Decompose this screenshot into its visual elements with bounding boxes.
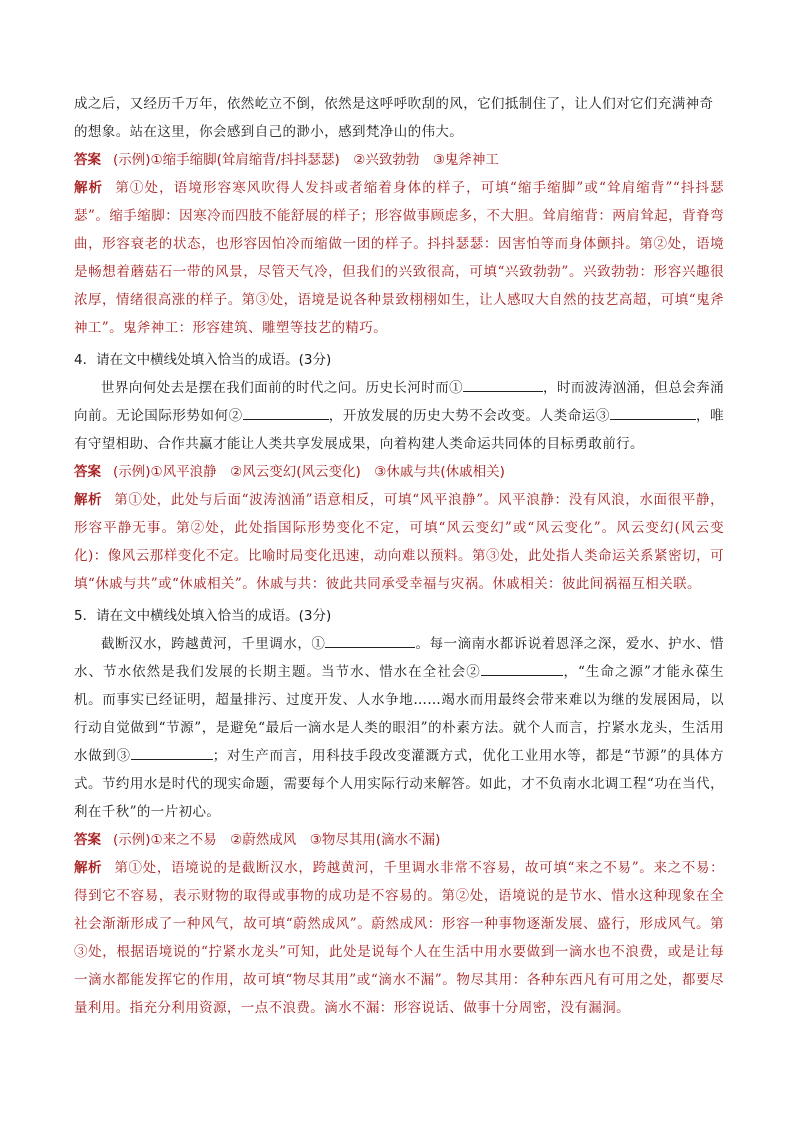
q5-passage-part1: 截断汉水，跨越黄河，千里调水，① bbox=[101, 636, 326, 652]
q3-tail-line1: 成之后，又经历千万年，依然屹立不倒，依然是这呼呼吹刮的风，它们抵制住了，让人们对它们充满神奇 bbox=[74, 96, 714, 112]
q3-answer-label: 答案 bbox=[74, 152, 101, 168]
q3-answer-text: (示例)①缩手缩脚(耸肩缩背/抖抖瑟瑟) ②兴致勃勃 ③鬼斧神工 bbox=[113, 152, 499, 168]
q5-answer bbox=[74, 826, 724, 854]
q4-answer bbox=[74, 458, 724, 486]
q3-tail-line2: 的想象。站在这里，你会感到自己的渺小，感到梵净山的伟大。 bbox=[74, 124, 464, 140]
q4-blank-2[interactable] bbox=[243, 403, 329, 420]
q4-analysis-label: 解析 bbox=[74, 492, 103, 508]
q4-passage-part3: ，开放发展的历史大势不会改变。人类命运③ bbox=[328, 408, 610, 424]
q5-answer-label: 答案 bbox=[74, 832, 101, 848]
q5-passage bbox=[74, 630, 724, 826]
q4-passage-part4: ，唯有守望相助、合作共赢才能让人类共享发展成果，向着构建人类命运共同体的目标勇敢前行。 bbox=[74, 408, 724, 452]
q4-analysis-text: 第①处，此处与后面“波涛汹涌”语意相反，可填“风平浪静”。风平浪静：没有风浪，水面很平静，形容平静无事。第②处，此处指国际形势变化不定，可填“风云变幻”或“风云变化”。风云变幻(风云变化)：像风云那样变化不定。比喻时局变化迅速，动向难以预料。第③处，此处指人类命运关系紧密切，可填“休戚与共”或“休戚相关”。休戚与共：彼此共同承受幸福与灾祸。休戚相关：彼此间祸福互相关联。 bbox=[74, 492, 724, 592]
q5-blank-1[interactable] bbox=[325, 631, 415, 648]
q4-answer-label: 答案 bbox=[74, 464, 101, 480]
q3-analysis-text: 第①处，语境形容寒风吹得人发抖或者缩着身体的样子，可填“缩手缩脚”或“耸肩缩背”“抖抖瑟瑟”。缩手缩脚：因寒冷而四肢不能舒展的样子；形容做事顾虑多，不大胆。耸肩缩背：两肩耸起，背脊弯曲，形容衰老的状态，也形容因怕冷而缩做一团的样子。抖抖瑟瑟：因害怕等而身体颤抖。第②处，语境是畅想着蘑菇石一带的风景，尽管天气冷，但我们的兴致很高，可填“兴致勃勃”。兴致勃勃：形容兴趣很浓厚，情绪很高涨的样子。第③处，语境是说各种景致栩栩如生，让人感叹大自然的技艺高超，可填“鬼斧神工”。鬼斧神工：形容建筑、雕塑等技艺的精巧。 bbox=[74, 180, 724, 336]
q4-analysis bbox=[74, 486, 724, 598]
q4-answer-text: (示例)①风平浪静 ②风云变幻(风云变化) ③休戚与共(休戚相关) bbox=[113, 464, 505, 480]
q3-passage-tail bbox=[74, 90, 724, 146]
q3-analysis-label: 解析 bbox=[74, 180, 104, 196]
q4-blank-3[interactable] bbox=[610, 403, 696, 420]
q4-passage bbox=[74, 374, 724, 458]
q5-analysis-text: 第①处，语境说的是截断汉水，跨越黄河，千里调水非常不容易，故可填“来之不易”。来之不易：得到它不容易，表示财物的取得或事物的成功是不容易的。第②处，语境说的是节水、惜水这种现象在全社会渐渐形成了一种风气，故可填“蔚然成风”。蔚然成风：形容一种事物逐渐发展、盛行，形成风气。第③处，根据语境说的“拧紧水龙头”可知，此处是说每个人在生活中用水要做到一滴水也不浪费，或是让每一滴水都能发挥它的作用，故可填“物尽其用”或“滴水不漏”。物尽其用：各种东西凡有可用之处，都要尽量利用。指充分利用资源，一点不浪费。滴水不漏：形容说话、做事十分周密，没有漏洞。 bbox=[74, 860, 724, 1016]
q5-passage-part4: ；对生产而言，用科技手段改变灌溉方式，优化工业用水等，都是“节源”的具体方式。节约用水是时代的现实命题，需要每个人用实际行动来解答。如此，才不负南水北调工程“功在当代，利在千秋”的一片初心。 bbox=[74, 748, 724, 820]
q5-passage-part2: 。每一滴南水都诉说着恩泽之深，爱水、护水、惜水、节水依然是我们发展的长期主题。当节水、惜水在全社会② bbox=[74, 636, 724, 680]
q5-analysis-label: 解析 bbox=[74, 860, 103, 876]
q5-question: 5．请在文中横线处填入恰当的成语。(3分) bbox=[74, 608, 332, 624]
q3-analysis bbox=[74, 174, 724, 342]
q4-question: 4．请在文中横线处填入恰当的成语。(3分) bbox=[74, 352, 332, 368]
q4-passage-part1: 世界向何处去是摆在我们面前的时代之问。历史长河时而① bbox=[101, 380, 463, 396]
q5-block bbox=[74, 602, 724, 1022]
q4-block bbox=[74, 346, 724, 598]
q4-passage-part2: ，时而波涛汹涌，但总会奔涌向前。无论国际形势如何② bbox=[74, 380, 724, 424]
q5-passage-part3: ，“生命之源”才能永葆生机。而事实已经证明，超量排污、过度开发、人水争地……竭水而用最终会带来难以为继的发展困局，以行动自觉做到“节源”，是避免“最后一滴水是人类的眼泪”的朴素方法。就个人而言，拧紧水龙头，生活用水做到③ bbox=[74, 664, 725, 764]
q5-blank-2[interactable] bbox=[481, 659, 563, 676]
q3-block bbox=[74, 90, 724, 342]
q4-blank-1[interactable] bbox=[463, 375, 543, 392]
q5-analysis bbox=[74, 854, 724, 1022]
q5-answer-text: (示例)①来之不易 ②蔚然成风 ③物尽其用(滴水不漏) bbox=[113, 832, 441, 848]
worksheet-page bbox=[74, 90, 724, 1022]
q3-answer bbox=[74, 146, 724, 174]
q5-blank-3[interactable] bbox=[131, 743, 213, 760]
